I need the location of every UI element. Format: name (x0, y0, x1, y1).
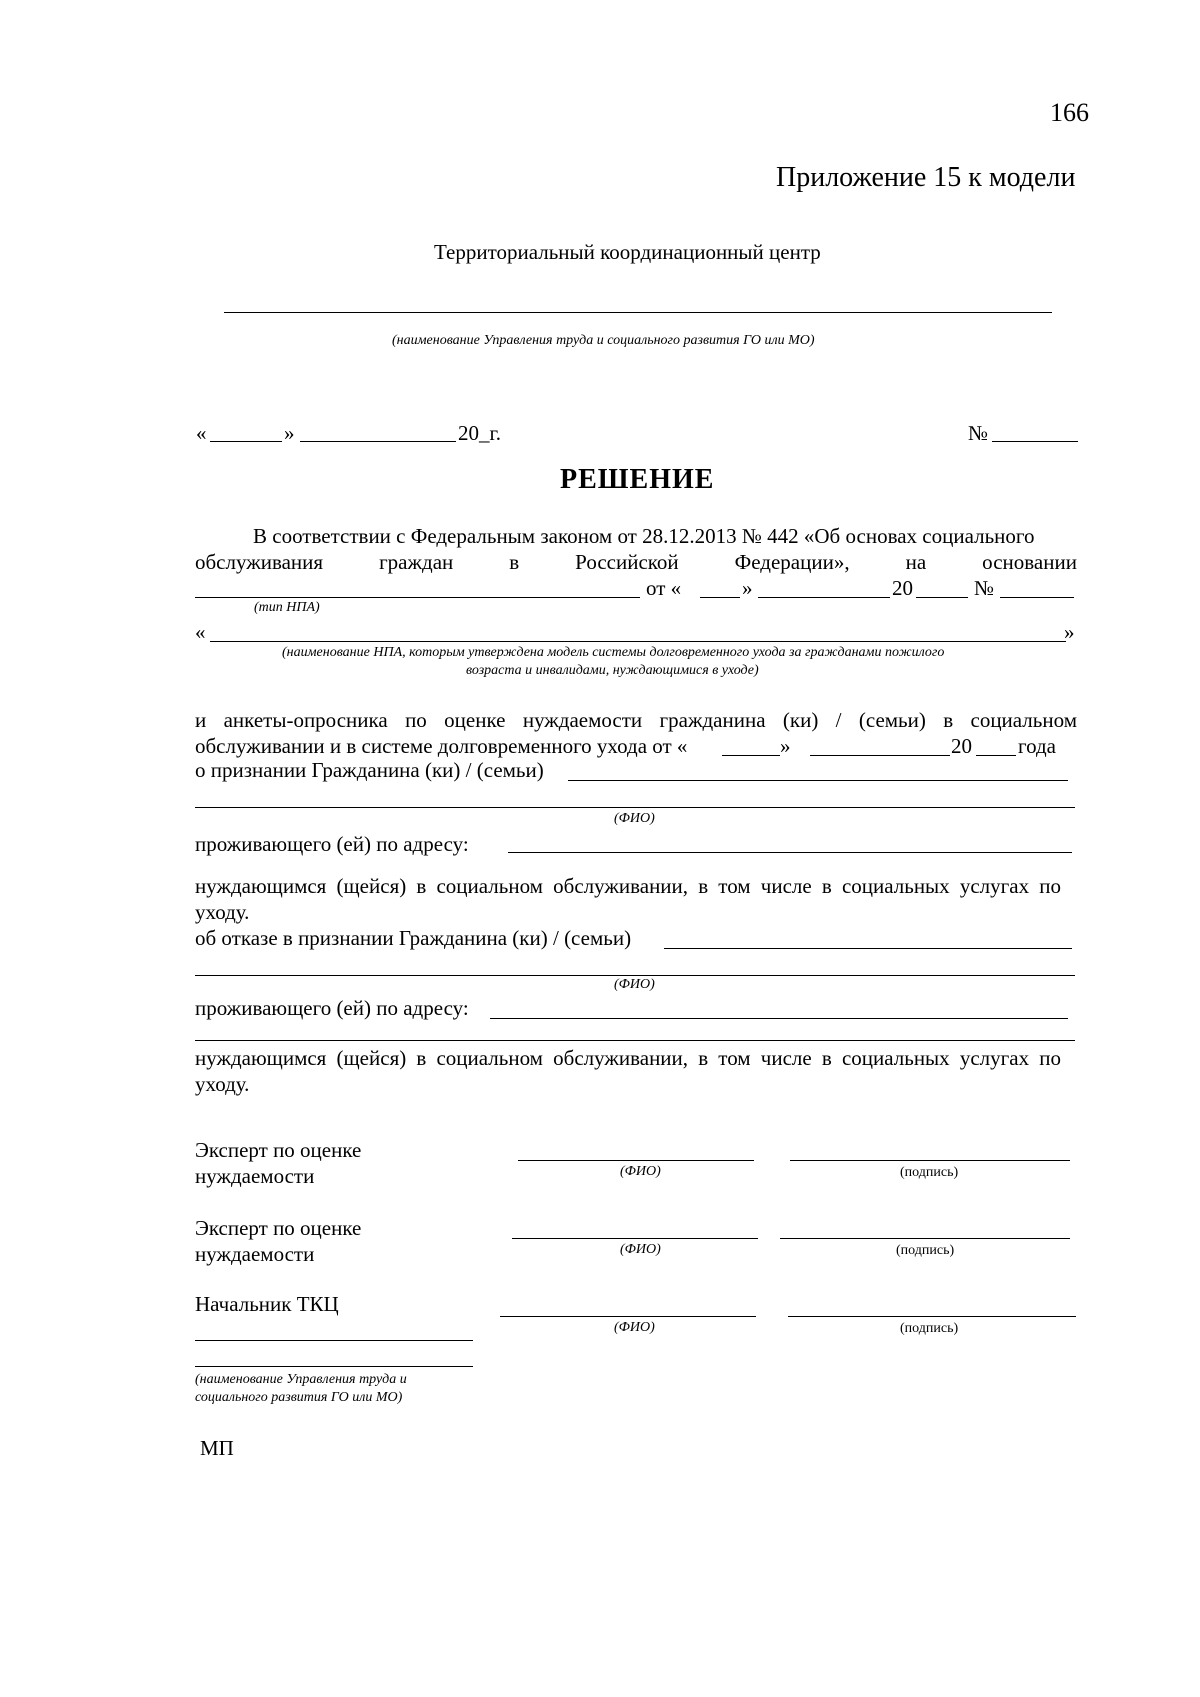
signature-sign-caption: (подпись) (896, 1243, 955, 1258)
signature-role-line1: Эксперт по оценке (195, 1138, 362, 1162)
npa-from-label: от « (646, 576, 682, 600)
npa-name-close-quote: » (1064, 620, 1075, 644)
number-sign: № (968, 421, 989, 445)
stamp-label: МП (200, 1436, 234, 1460)
survey-month-blank (810, 755, 950, 756)
center-underline (224, 312, 1052, 313)
needs2-line-1: нуждающимся (щейся) в социальном обслуживании, в том числе в социальных услугах по (195, 1046, 1061, 1070)
signature-fio-caption: (ФИО) (620, 1242, 661, 1257)
address-blank-1 (508, 852, 1072, 853)
date-year: 20_г. (458, 421, 501, 445)
signature-sign-caption: (подпись) (900, 1165, 959, 1180)
npa-name-caption-1: (наименование НПА, которым утверждена модель системы долговременного ухода за гражданами пожилого (282, 645, 945, 660)
npa-month-blank (758, 597, 890, 598)
refuse-name-blank-2 (195, 975, 1075, 976)
footer-org-blank (195, 1366, 473, 1367)
address-blank-2b (195, 1040, 1075, 1041)
survey-line-1: и анкеты-опросника по оценке нуждаемости гражданина (ки) / (семьи) в социальном (195, 708, 1077, 732)
footer-caption-line2: социального развития ГО или МО) (195, 1390, 403, 1405)
npa-type-blank (195, 597, 640, 598)
signature-role-line1: Эксперт по оценке (195, 1216, 362, 1240)
recognize-name-blank-2 (195, 807, 1075, 808)
signature-role-line1: Начальник ТКЦ (195, 1292, 339, 1316)
npa-number-sign: № (974, 576, 995, 600)
npa-number-blank (1000, 597, 1074, 598)
intro-line-2 (195, 550, 1077, 575)
survey-line-2a: обслуживании и в системе долговременного ухода от « (195, 734, 688, 758)
date-month-blank (300, 441, 456, 442)
needs-line-2: уходу. (195, 900, 250, 924)
fio-caption-2: (ФИО) (614, 977, 655, 992)
number-blank (992, 441, 1078, 442)
intro-word: основании (982, 550, 1077, 574)
intro-word: Федерации», (734, 550, 850, 574)
signature-fio-blank (518, 1160, 754, 1161)
npa-year: 20 (892, 576, 913, 600)
signature-sign-blank (790, 1160, 1070, 1161)
npa-type-caption: (тип НПА) (254, 600, 320, 615)
fio-caption-1: (ФИО) (614, 811, 655, 826)
address-label-2: проживающего (ей) по адресу: (195, 996, 469, 1020)
intro-word: обслуживания (195, 550, 324, 574)
refuse-name-blank (664, 948, 1072, 949)
survey-line-2d: года (1018, 734, 1056, 758)
signature-sign-blank (780, 1238, 1070, 1239)
signature-fio-caption: (ФИО) (620, 1164, 661, 1179)
npa-name-open-quote: « (195, 620, 206, 644)
intro-line-1: В соответствии с Федеральным законом от 28.12.2013 № 442 «Об основах социального (253, 524, 1035, 548)
intro-word: граждан (379, 550, 454, 574)
npa-year-blank (916, 597, 968, 598)
center-caption: (наименование Управления труда и социального развития ГО или МО) (392, 333, 815, 348)
survey-line-2c: 20 (951, 734, 972, 758)
signature-role-blank (195, 1340, 473, 1341)
date-close-quote: » (284, 421, 295, 445)
npa-name-caption-2: возраста и инвалидами, нуждающимися в уходе) (466, 663, 759, 678)
signature-role-line2: нуждаемости (195, 1242, 315, 1266)
signature-sign-blank (788, 1316, 1076, 1317)
signature-fio-blank (500, 1316, 756, 1317)
npa-day-blank (700, 597, 740, 598)
needs-line-1: нуждающимся (щейся) в социальном обслуживании, в том числе в социальных услугах по (195, 874, 1061, 898)
recognize-label: о признании Гражданина (ки) / (семьи) (195, 758, 544, 782)
npa-name-blank (210, 641, 1066, 642)
date-day-blank (210, 441, 282, 442)
survey-line-2b: » (780, 734, 791, 758)
signature-fio-caption: (ФИО) (614, 1320, 655, 1335)
footer-caption-line1: (наименование Управления труда и (195, 1372, 407, 1387)
refuse-label: об отказе в признании Гражданина (ки) / (семьи) (195, 926, 632, 950)
survey-year-blank (976, 755, 1016, 756)
signature-fio-blank (512, 1238, 758, 1239)
page-number: 166 (1050, 98, 1089, 127)
date-open-quote: « (196, 421, 207, 445)
survey-day-blank (722, 755, 780, 756)
document-title: РЕШЕНИЕ (560, 464, 715, 495)
npa-close-quote: » (742, 576, 753, 600)
intro-word: в (509, 550, 520, 574)
signature-sign-caption: (подпись) (900, 1321, 959, 1336)
appendix-title: Приложение 15 к модели (776, 162, 1076, 193)
signature-role-line2: нуждаемости (195, 1164, 315, 1188)
address-blank-2 (490, 1018, 1068, 1019)
needs2-line-2: уходу. (195, 1072, 250, 1096)
address-label-1: проживающего (ей) по адресу: (195, 832, 469, 856)
center-name: Территориальный координационный центр (434, 240, 821, 264)
intro-word: Российской (575, 550, 679, 574)
recognize-name-blank (568, 780, 1068, 781)
intro-word: на (905, 550, 927, 574)
